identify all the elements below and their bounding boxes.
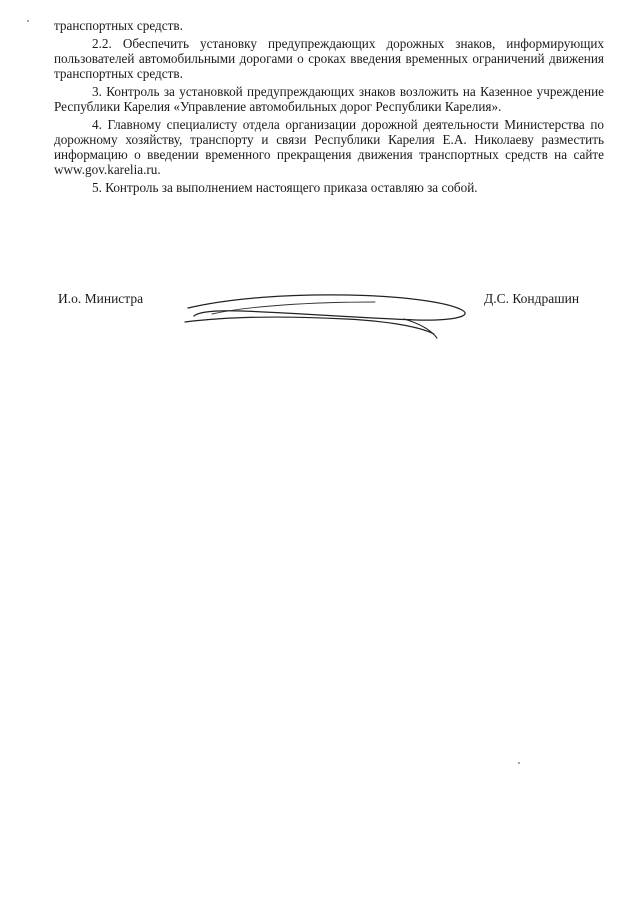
document-body <box>54 18 604 195</box>
scan-speck <box>518 762 520 764</box>
signature-title: И.о. Министра <box>58 291 144 306</box>
signature-name: Д.С. Кондрашин <box>484 291 580 306</box>
paragraph-4: 4. Главному специалисту отдела организации дорожной деятельности Министерства по дорожному хозяйству, транспорту и связи Республики Карелия Е.А. Николаеву разместить информацию о введении временного прекращения движения транспортных средств на сайте www.gov.karelia.ru. <box>54 117 604 177</box>
paragraph-3: 3. Контроль за установкой предупреждающих знаков возложить на Казенное учреждение Республики Карелия «Управление автомобильных дорог Республики Карелия». <box>54 84 604 114</box>
handwritten-signature <box>170 278 485 346</box>
scan-speck <box>27 20 29 22</box>
paragraph-5: 5. Контроль за выполнением настоящего приказа оставляю за собой. <box>92 180 478 195</box>
paragraph-2-2: 2.2. Обеспечить установку предупреждающих дорожных знаков, информирующих пользователей автомобильными дорогами о сроках введения временных ограничений движения транспортных средств. <box>54 36 604 81</box>
paragraph-continuation: транспортных средств. <box>54 18 183 33</box>
